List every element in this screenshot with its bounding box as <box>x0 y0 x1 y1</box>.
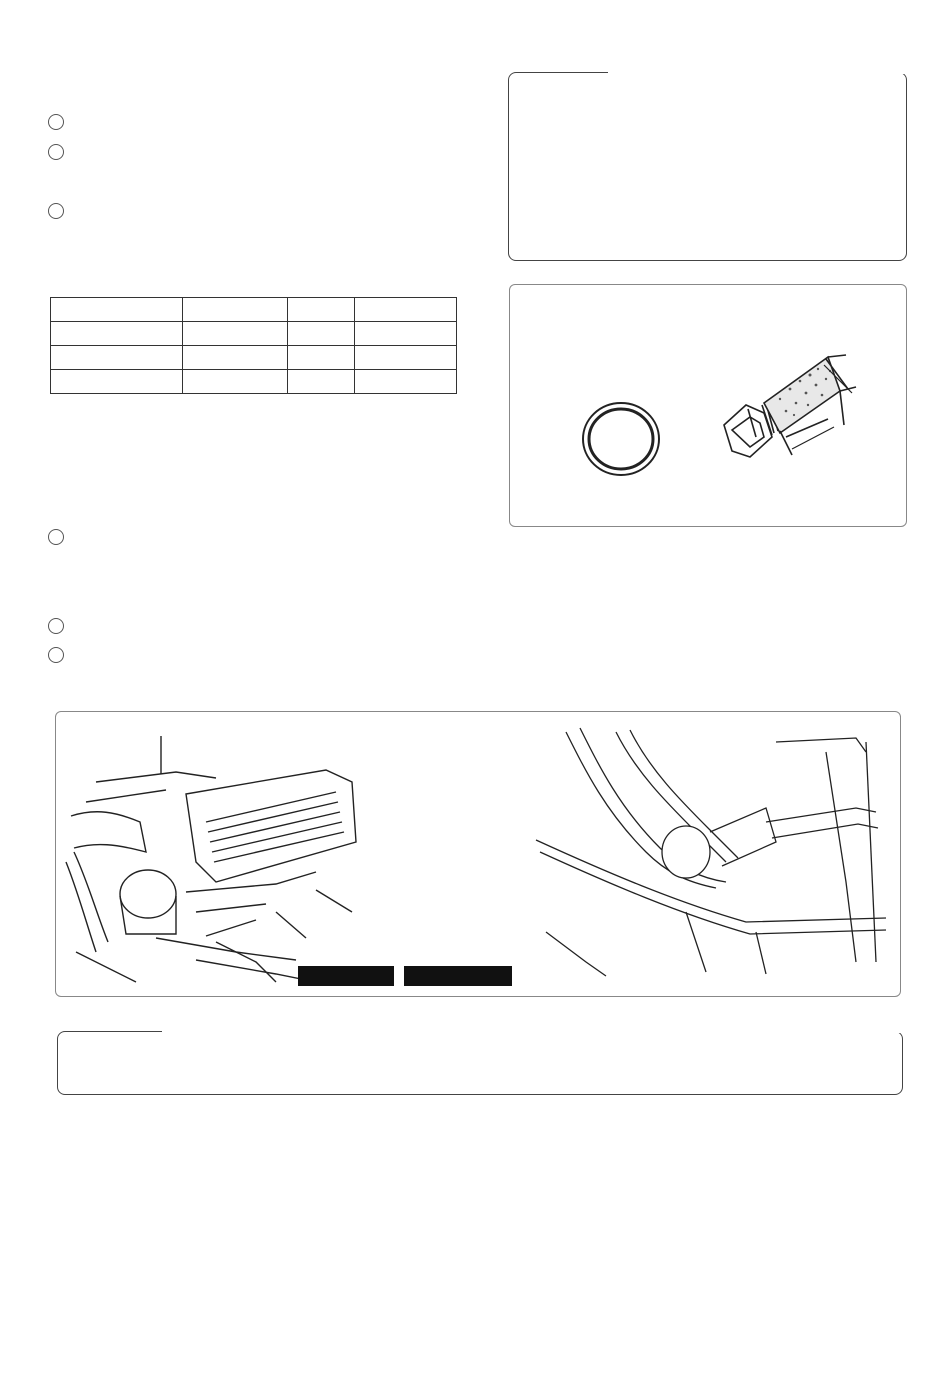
figure-panel <box>55 711 901 997</box>
table-row <box>51 346 457 370</box>
spec-table <box>50 297 457 394</box>
bottom-note-box <box>57 1031 903 1095</box>
strainer-filter-icon <box>724 355 856 457</box>
step-marker-5 <box>48 618 64 634</box>
step-marker-1 <box>48 114 64 130</box>
step-marker-6 <box>48 647 64 663</box>
note-box <box>508 72 907 261</box>
bottom-note-tab-gap <box>162 1029 904 1033</box>
step-marker-3 <box>48 203 64 219</box>
table-row <box>51 298 457 322</box>
note-box-tab-gap <box>608 70 908 74</box>
figure-caption-left <box>298 966 394 986</box>
step-marker-4 <box>48 529 64 545</box>
parts-illustration <box>510 285 908 528</box>
table-row <box>51 370 457 394</box>
step-marker-2 <box>48 144 64 160</box>
engine-illustration-left <box>56 712 516 996</box>
parts-box <box>509 284 907 527</box>
table-row <box>51 322 457 346</box>
figure-caption-right <box>404 966 512 986</box>
engine-illustration-right <box>526 712 902 996</box>
gasket-ring-icon <box>583 403 659 475</box>
